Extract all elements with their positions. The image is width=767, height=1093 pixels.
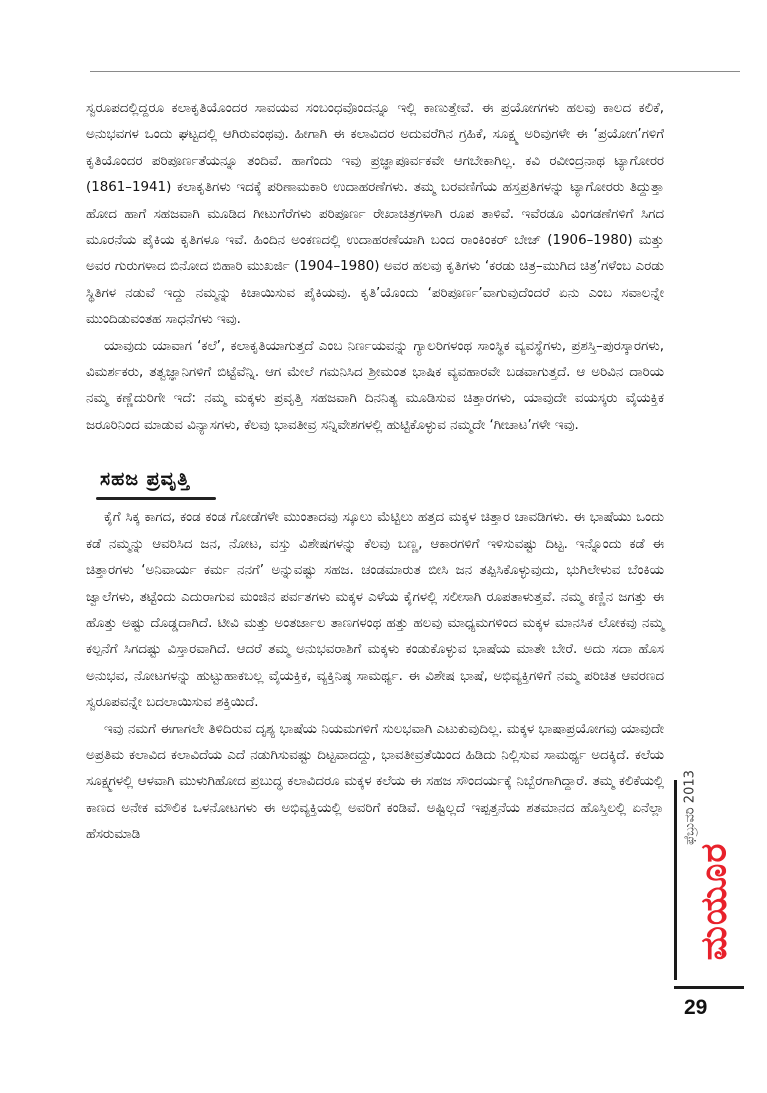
page-number: 29 (684, 996, 708, 1019)
paragraph: ಸ್ವರೂಪದಲ್ಲಿದ್ದರೂ ಕಲಾಕೃತಿಯೊಂದರ ಸಾವಯವ ಸಂಬಂಧವೊಂದನ್ನೂ ಇಲ್ಲಿ ಕಾಣುತ್ತೇವೆ. ಈ ಪ್ರಯೋಗಗಳು ಹಲವು ಕಾಲದ ಕಲಿಕೆ, ಅನುಭವಗಳ ಒಂದು ಘಟ್ಟದಲ್ಲಿ ಆಗಿರುವಂಥವು. ಹೀಗಾಗಿ ಈ ಕಲಾವಿದರ ಅದುವರೆಗಿನ ಗ್ರಹಿಕೆ, ಸೂಕ್ಷ್ಮ ಅರಿವುಗಳೇ ಈ ‘ಪ್ರಯೋಗ’ಗಳಿಗೆ ಕೃತಿಯೊಂದರ ಪರಿಪೂರ್ಣತೆಯನ್ನೂ ತಂದಿವೆ. ಹಾಗೆಂದು ಇವು ಪ್ರಜ್ಞಾಪೂರ್ವಕವೇ ಆಗಬೇಕಾಗಿಲ್ಲ. ಕವಿ ರವೀಂದ್ರನಾಥ ಟ್ಯಾಗೋರರ (1861–1941) ಕಲಾಕೃತಿಗಳು ಇದಕ್ಕೆ ಪರಿಣಾಮಕಾರಿ ಉದಾಹರಣೆಗಳು. ತಮ್ಮ ಬರವಣಿಗೆಯ ಹಸ್ತಪ್ರತಿಗಳನ್ನು ಟ್ಯಾಗೋರರು ತಿದ್ದುತ್ತಾ ಹೋದ ಹಾಗೆ ಸಹಜವಾಗಿ ಮೂಡಿದ ಗೀಟುಗೆರೆಗಳು ಪರಿಪೂರ್ಣ ರೇಖಾಚಿತ್ರಗಳಾಗಿ ರೂಪ ತಾಳಿವೆ. ಇವೆರಡೂ ವಿಂಗಡಣೆಗಳಿಗೆ ಸಿಗದ ಮೂರನೆಯ ಪೈಕಿಯ ಕೃತಿಗಳೂ ಇವೆ. ಹಿಂದಿನ ಅಂಕಣದಲ್ಲಿ ಉದಾಹರಣೆಯಾಗಿ ಬಂದ ರಾಂಕಿಂಕರ್ ಬೇಜ್ (1906–1980) ಮತ್ತು ಅವರ ಗುರುಗಳಾದ ಬಿನೋದ ಬಿಹಾರಿ ಮುಖರ್ಜಿ (1904–1980) ಅವರ ಹಲವು ಕೃತಿಗಳು ‘ಕರಡು ಚಿತ್ರ–ಮುಗಿದ ಚಿತ್ರ’ಗಳೆಂಬ ಎರಡು ಸ್ಥಿತಿಗಳ ನಡುವೆ ಇದ್ದು ನಮ್ಮನ್ನು ಕಿಚಾಯಿಸುವ ಪೈಕಿಯವು. ಕೃತಿ’ಯೊಂದು ‘ಪರಿಪೂರ್ಣ’ವಾಗುವುದೆಂದರೆ ಏನು ಎಂಬ ಸವಾಲನ್ನೇ ಮುಂದಿಡುವಂತಹ ಸಾಧನೆಗಳು ಇವು. (86, 101, 664, 328)
magazine-logo: ಮಯೂರ (692, 842, 735, 961)
heading-underline (96, 497, 216, 500)
issue-date: ಫೆಬ್ರುವರಿ 2013 (682, 770, 698, 845)
article-body (86, 96, 664, 849)
section-heading-block (86, 453, 664, 505)
page-number-rule (674, 986, 744, 989)
sidebar-divider (674, 780, 677, 980)
paragraph: ಯಾವುದು ಯಾವಾಗ ‘ಕಲೆ’, ಕಲಾಕೃತಿಯಾಗುತ್ತದೆ ಎಂಬ ನಿರ್ಣಯವನ್ನು ಗ್ಯಾಲರಿಗಳಂಥ ಸಾಂಸ್ಥಿಕ ವ್ಯವಸ್ಥೆಗಳು, ಪ್ರಶಸ್ತಿ–ಪುರಸ್ಕಾರಗಳು, ವಿಮರ್ಶಕರು, ತತ್ವಜ್ಞಾನಿಗಳಿಗೆ ಬಿಟ್ಟೆವೆನ್ನಿ. ಆಗ ಮೇಲೆ ಗಮನಿಸಿದ ಶ್ರೀಮಂತ ಭಾಷಿಕ ವ್ಯವಹಾರವೇ ಬಡವಾಗುತ್ತದೆ. ಆ ಅರಿವಿನ ದಾರಿಯ ನಮ್ಮ ಕಣ್ಣೆದುರಿಗೇ ಇದೆ: ನಮ್ಮ ಮಕ್ಕಳು ಪ್ರವೃತ್ತಿ ಸಹಜವಾಗಿ ದಿನನಿತ್ಯ ಮೂಡಿಸುವ ಚಿತ್ತಾರಗಳು, ಯಾವುದೇ ವಯಸ್ಕರು ವೈಯಕ್ತಿಕ ಜರೂರಿನಿಂದ ಮಾಡುವ ವಿನ್ಯಾಸಗಳು, ಕೆಲವು ಭಾವತೀವ್ರ ಸನ್ನಿವೇಶಗಳಲ್ಲಿ ಹುಟ್ಟಿಕೊಳ್ಳುವ ನಮ್ಮದೇ ‘ಗೀಚಾಟ’ಗಳೇ ಇವು. (86, 338, 664, 433)
header-rule (90, 71, 740, 72)
paragraph: ಇವು ನಮಗೆ ಈಗಾಗಲೇ ತಿಳಿದಿರುವ ದೃಶ್ಯ ಭಾಷೆಯ ನಿಯಮಗಳಿಗೆ ಸುಲಭವಾಗಿ ಎಟುಕುವುದಿಲ್ಲ. ಮಕ್ಕಳ ಭಾಷಾಪ್ರಯೋಗವು ಯಾವುದೇ ಅಪ್ರತಿಮ ಕಲಾವಿದ ಕಲಾವಿದೆಯ ಎದೆ ನಡುಗಿಸುವಷ್ಟು ದಿಟ್ಟವಾದದ್ದು, ಭಾವತೀವ್ರತೆಯಿಂದ ಹಿಡಿದು ನಿಲ್ಲಿಸುವ ಸಾಮರ್ಥ್ಯ ಅದಕ್ಕಿದೆ. ಕಲೆಯ ಸೂಕ್ಷ್ಮಗಳಲ್ಲಿ ಆಳವಾಗಿ ಮುಳುಗಿಹೋದ ಪ್ರಬುದ್ಧ ಕಲಾವಿದರೂ ಮಕ್ಕಳ ಕಲೆಯ ಈ ಸಹಜ ಸೌಂದರ್ಯಕ್ಕೆ ನಿಬ್ಬೆರಗಾಗಿದ್ದಾರೆ. ತಮ್ಮ ಕಲಿಕೆಯಲ್ಲಿ ಕಾಣದ ಅನೇಕ ಮೌಲಿಕ ಒಳನೋಟಗಳು ಈ ಅಭಿವ್ಯಕ್ತಿಯಲ್ಲಿ ಅವರಿಗೆ ಕಂಡಿವೆ. ಅಷ್ಟಿಲ್ಲದೆ ಇಪ್ಪತ್ತನೆಯ ಶತಮಾನದ ಹೊಸ್ತಿಲಲ್ಲಿ ಏನೆಲ್ಲಾ ಹೆಸರುಮಾಡಿ (86, 721, 664, 843)
section-heading: ಸಹಜ ಪ್ರವೃತ್ತಿ (100, 468, 190, 491)
paragraph: ಕೈಗೆ ಸಿಕ್ಕ ಕಾಗದ, ಕಂಡ ಕಂಡ ಗೋಡೆಗಳೇ ಮುಂತಾದವು ಸ್ಕೂಲು ಮೆಟ್ಟಿಲು ಹತ್ತದ ಮಕ್ಕಳ ಚಿತ್ತಾರ ಚಾವಡಿಗಳು. ಈ ಭಾಷೆಯು ಒಂದು ಕಡೆ ನಮ್ಮನ್ನು ಆವರಿಸಿದ ಜನ, ನೋಟ, ವಸ್ತು ವಿಶೇಷಗಳನ್ನು ಕೆಲವು ಬಣ್ಣ, ಆಕಾರಗಳಿಗೆ ಇಳಿಸುವಷ್ಟು ದಿಟ್ಟ. ಇನ್ನೊಂದು ಕಡೆ ಈ ಚಿತ್ತಾರಗಳು ‘ಅನಿವಾರ್ಯ ಕರ್ಮ ನನಗೆ’ ಅನ್ನುವಷ್ಟು ಸಹಜ. ಚಂಡಮಾರುತ ಬೀಸಿ ಜನ ತಪ್ಪಿಸಿಕೊಳ್ಳುವುದು, ಭುಗಿಲೇಳುವ ಬೆಂಕಿಯ ಜ್ವಾಲೆಗಳು, ತಟ್ಟೆಂದು ಎದುರಾಗುವ ಮಂಜಿನ ಪರ್ವತಗಳು ಮಕ್ಕಳ ಎಳೆಯ ಕೈಗಳಲ್ಲಿ ಸಲೀಸಾಗಿ ರೂಪತಾಳುತ್ತವೆ. ನಮ್ಮ ಕಣ್ಣಿನ ಜಗತ್ತು ಈ ಹೊತ್ತು ಅಷ್ಟು ದೊಡ್ಡದಾಗಿದೆ. ಟೀವಿ ಮತ್ತು ಅಂತರ್ಜಾಲ ತಾಣಗಳಂಥ ಹತ್ತು ಹಲವು ಮಾಧ್ಯಮಗಳಿಂದ ಮಕ್ಕಳ ಮಾನಸಿಕ ಲೋಕವು ನಮ್ಮ ಕಲ್ಪನೆಗೆ ಸಿಗದಷ್ಟು ವಿಸ್ತಾರವಾಗಿದೆ. ಆದರೆ ತಮ್ಮ ಅನುಭವರಾಶಿಗೆ ಮಕ್ಕಳು ಕಂಡುಕೊಳ್ಳುವ ಭಾಷೆಯ ಮಾತೇ ಬೇರೆ. ಅದು ಸದಾ ಹೊಸ ಅನುಭವ, ನೋಟಗಳನ್ನು ಹುಟ್ಟುಹಾಕಬಲ್ಲ ವೈಯಕ್ತಿಕ, ವ್ಯಕ್ತಿನಿಷ್ಠ ಸಾಮರ್ಥ್ಯ. ಈ ವಿಶೇಷ ಭಾಷೆ, ಅಭಿವ್ಯಕ್ತಿಗಳಿಗೆ ನಮ್ಮ ಪರಿಚಿತ ಆವರಣದ ಸ್ವರೂಪವನ್ನೇ ಬದಲಾಯಿಸುವ ಶಕ್ತಿಯಿದೆ. (86, 510, 664, 711)
